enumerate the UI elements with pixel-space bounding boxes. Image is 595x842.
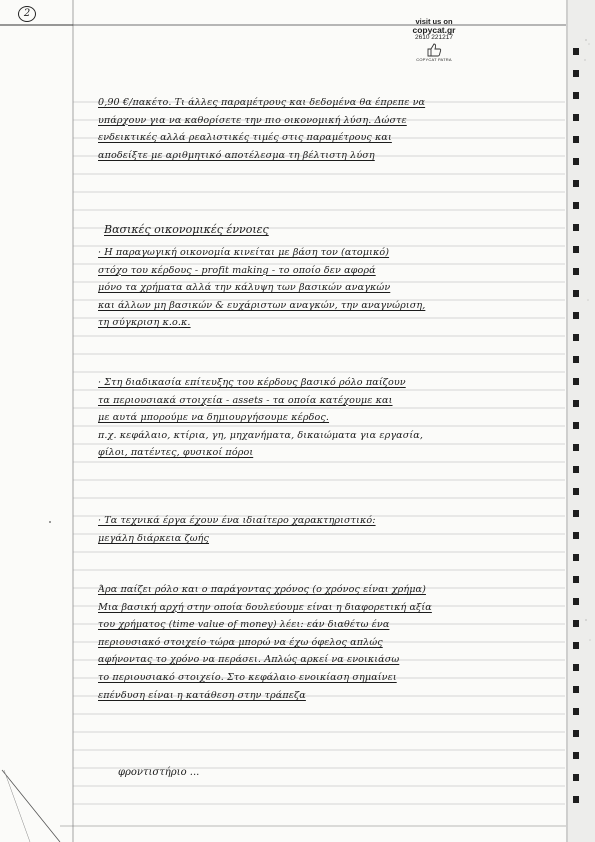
text-line: και άλλων μη βασικών & ευχάριστων αναγκών, την αναγνώριση, bbox=[98, 299, 426, 311]
text-line: το περιουσιακό στοιχείο. Στο κεφάλαιο ενοικίαση σημαίνει bbox=[98, 671, 397, 683]
section-title: Βασικές οικονομικές έννοιες bbox=[104, 223, 269, 236]
assets-paragraph bbox=[98, 374, 560, 462]
stamp-visit-text: visit us on bbox=[415, 17, 453, 26]
text-line: Άρα παίζει ρόλο και ο παράγοντας χρόνος (ο χρόνος είναι χρήμα) bbox=[98, 584, 426, 595]
time-value-paragraph bbox=[98, 581, 560, 704]
text-line: · Στη διαδικασία επίτευξης του κέρδους βασικό ρόλο παίζουν bbox=[98, 377, 406, 388]
text-line: επένδυση είναι η κατάθεση στην τράπεζα bbox=[98, 689, 306, 701]
spiral-binding bbox=[566, 0, 595, 842]
text-line: 0,90 €/πακέτο. Τι άλλες παραμέτρους και δεδομένα θα έπρεπε να bbox=[98, 97, 426, 108]
text-line: αφήνοντας το χρόνο να περάσει. Απλώς αρκεί να ενοικιάσω bbox=[98, 654, 400, 666]
text-line: υπάρχουν για να καθορίσετε την πιο οικονομική λύση. Δώστε bbox=[98, 114, 407, 126]
stamp-phone-text: 2610 221217 bbox=[415, 33, 453, 41]
text-line: Μια βασική αρχή στην οποία δουλεύουμε είναι η διαφορετική αξία bbox=[98, 601, 432, 613]
text-line: μόνο τα χρήματα αλλά την κάλυψη των βασικών αναγκών bbox=[98, 282, 391, 294]
page-number: 2 bbox=[18, 6, 36, 22]
projects-paragraph bbox=[98, 512, 560, 547]
text-line: τα περιουσιακά στοιχεία - assets - τα οποία κατέχουμε και bbox=[98, 394, 393, 406]
text-line: τη σύγκριση κ.ο.κ. bbox=[98, 317, 191, 329]
text-line: ενδεικτικές αλλά ρεαλιστικές τιμές στις παραμέτρους και bbox=[98, 132, 392, 144]
footer-note: φροντιστήριο ... bbox=[118, 767, 200, 778]
stamp-site-text: copycat.gr bbox=[412, 24, 456, 35]
copycat-stamp bbox=[404, 18, 464, 62]
thumbs-up-icon bbox=[426, 43, 442, 57]
text-line: φίλοι, πατέντες, φυσικοί πόροι bbox=[98, 447, 254, 459]
text-line: αποδείξτε με αριθμητικό αποτέλεσμα τη βέλτιστη λύση bbox=[98, 149, 375, 161]
question-paragraph bbox=[98, 94, 560, 164]
text-line: μεγάλη διάρκεια ζωής bbox=[98, 532, 210, 544]
text-line: · Τα τεχνικά έργα έχουν ένα ιδιαίτερο χαρακτηριστικό: bbox=[98, 515, 376, 526]
stamp-brand-text: COPYCAT PATRA bbox=[416, 56, 452, 62]
profit-paragraph bbox=[98, 244, 560, 332]
text-line: με αυτά μπορούμε να δημιουργήσουμε κέρδος. bbox=[98, 412, 330, 424]
text-line: του χρήματος (time value of money) λέει: εάν διαθέτω ένα bbox=[98, 619, 390, 631]
text-line: · Η παραγωγική οικονομία κινείται με βάση τον (ατομικό) bbox=[98, 247, 390, 258]
text-line: στόχο του κέρδους - profit making - το οποίο δεν αφορά bbox=[98, 264, 376, 276]
text-line: π.χ. κεφάλαιο, κτίρια, γη, μηχανήματα, δικαιώματα για εργασία, bbox=[98, 429, 423, 441]
text-line: περιουσιακό στοιχείο τώρα μπορώ να έχω όφελος απλώς bbox=[98, 636, 383, 648]
